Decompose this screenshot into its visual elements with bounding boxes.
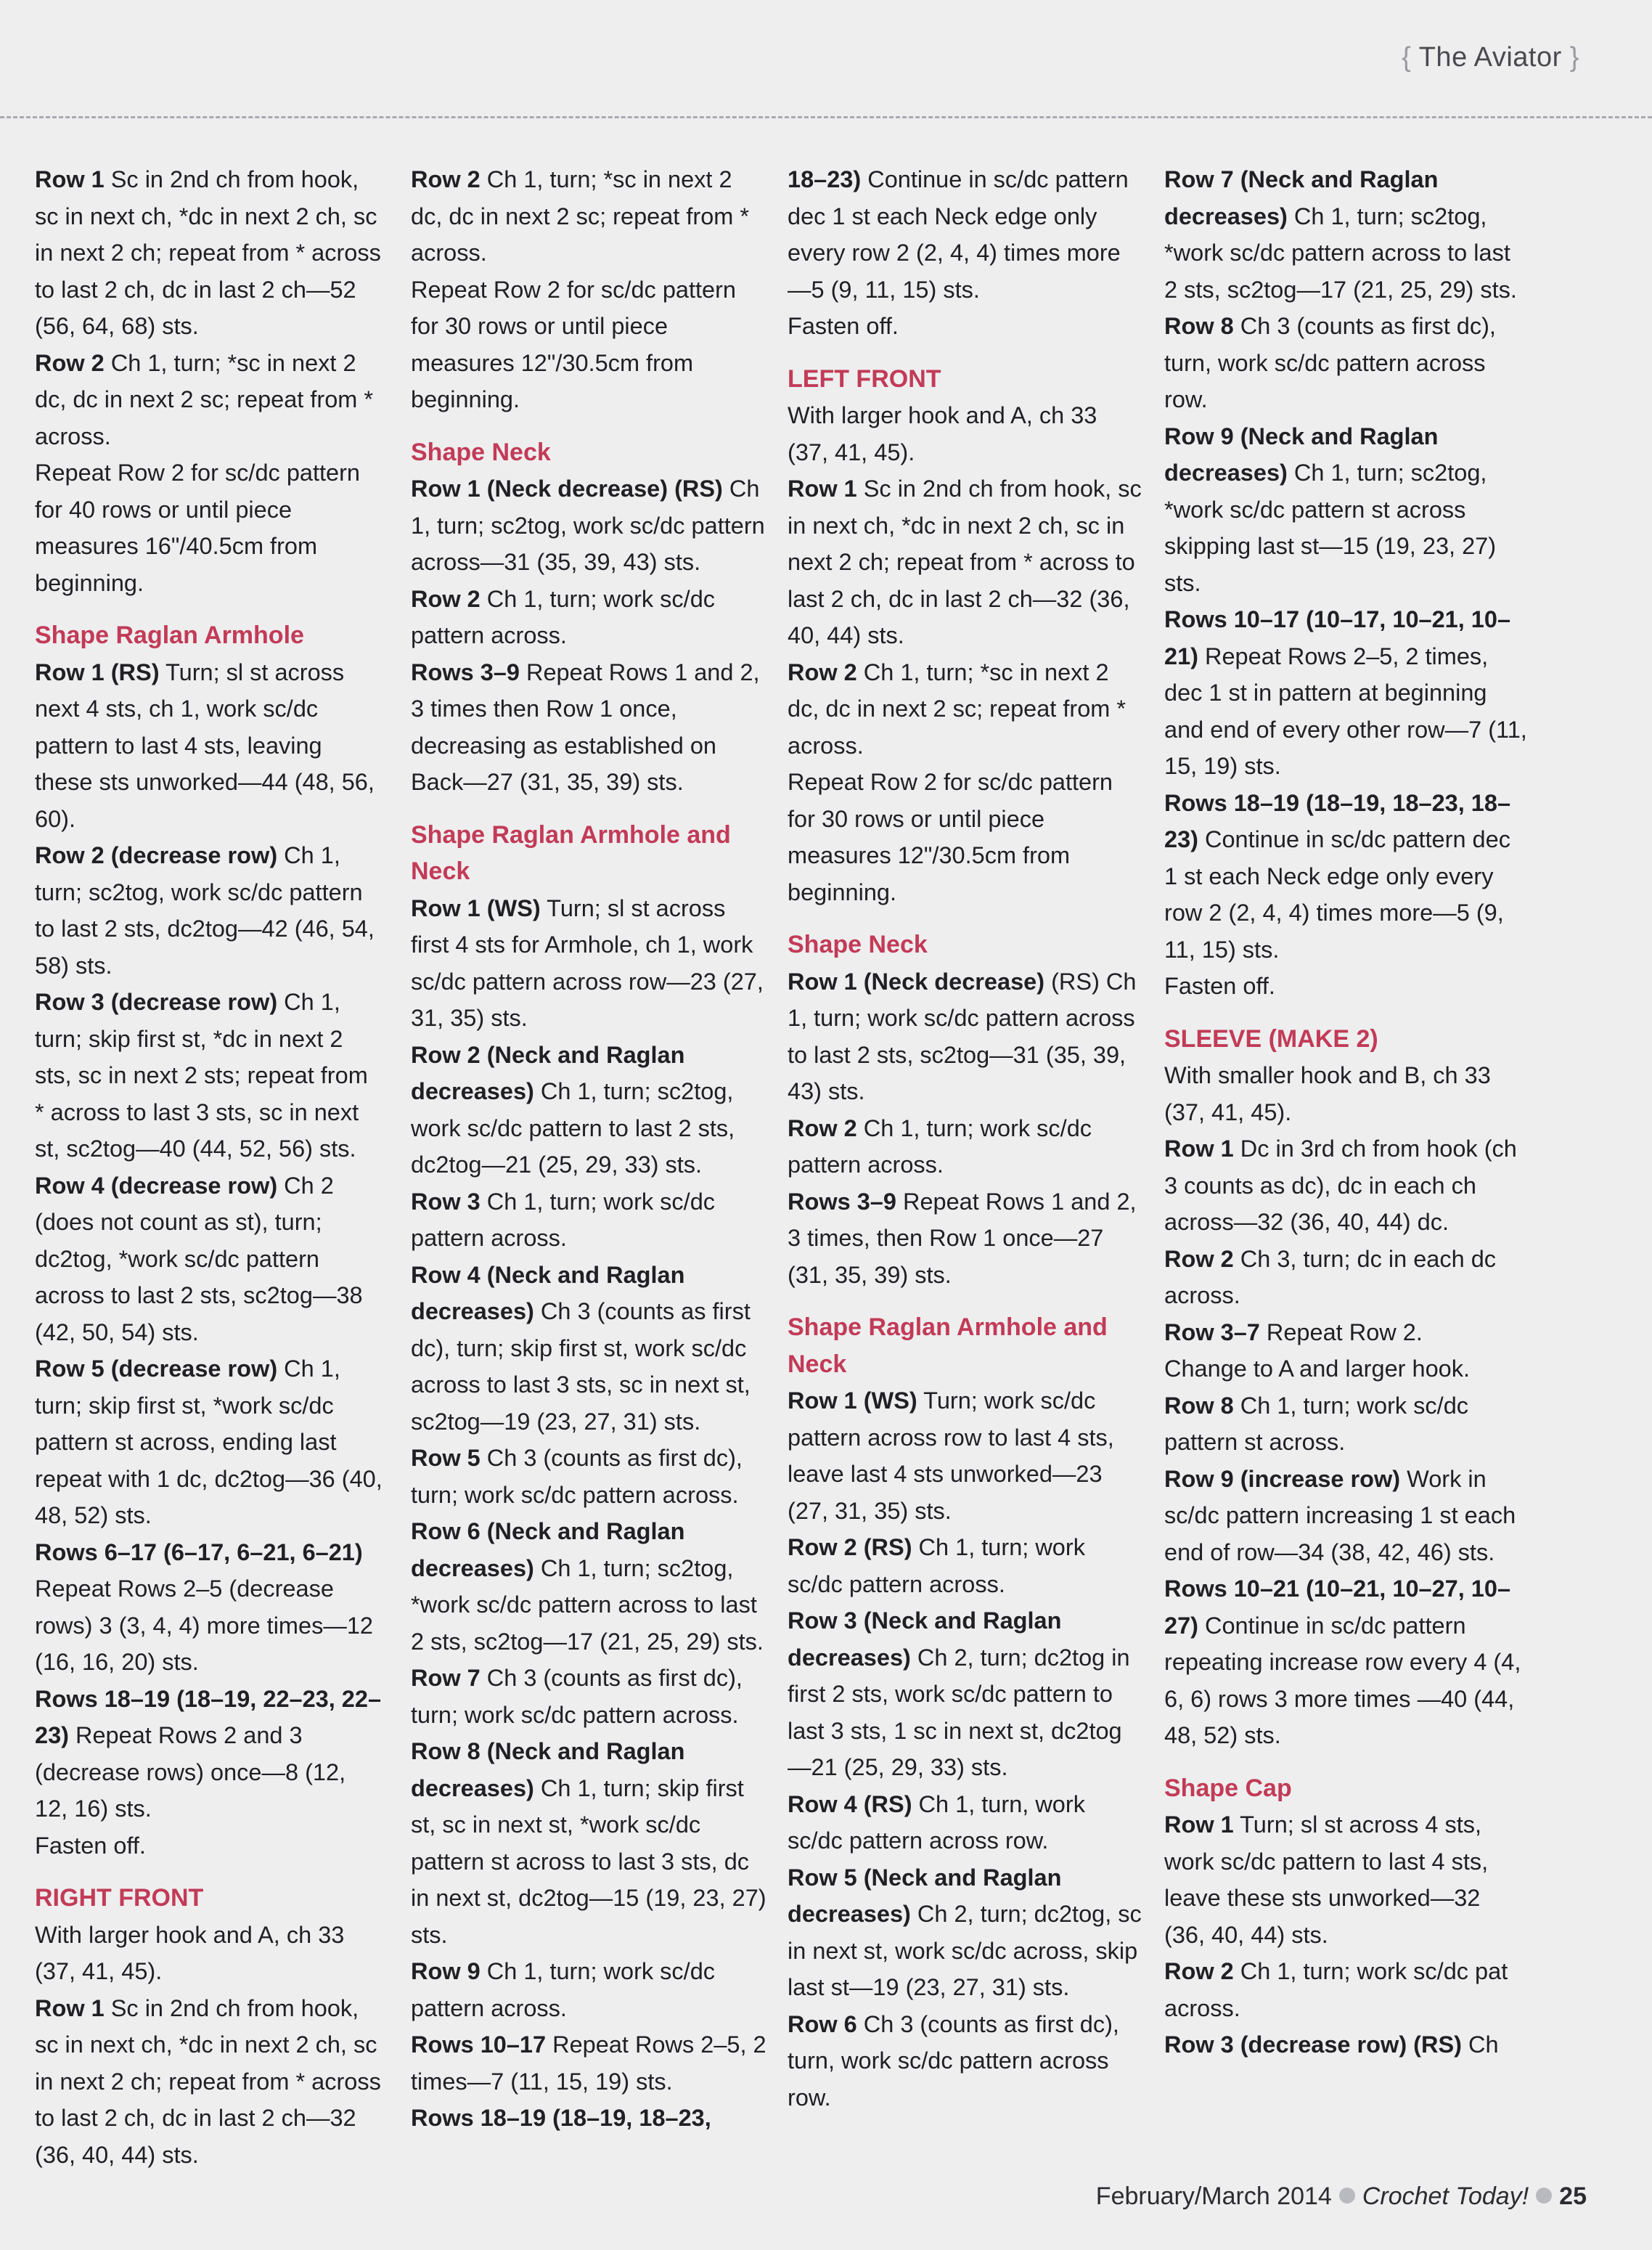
row-label: Row 1 (RS) (35, 659, 160, 685)
instruction-paragraph (411, 654, 766, 801)
instruction-text: Repeat Rows 1 and 2, 3 times then Row 1 once, decreasing as established on Back—27 (31, 35, 39) sts. (411, 659, 760, 795)
instruction-paragraph (35, 1990, 383, 2174)
row-label: Row 2 (788, 1114, 857, 1141)
row-label: Row 4 (Neck and Raglan decreases) (411, 1261, 685, 1324)
row-label: Row 2 (decrease row) (35, 842, 278, 868)
instruction-paragraph (35, 654, 383, 838)
instruction-text: Turn; sl st across 4 sts, work sc/dc pattern to last 4 sts, leave these sts unworked—32 (36, 40, 44) sts. (1164, 1811, 1489, 1948)
instruction-paragraph (1164, 1241, 1527, 1314)
row-label: Rows 3–9 (411, 659, 520, 685)
running-header: { The Aviator } (1402, 42, 1579, 73)
instruction-paragraph (35, 1167, 383, 1351)
instruction-paragraph (1164, 1130, 1527, 1241)
flower-icon (1339, 2188, 1355, 2204)
instruction-text: Ch 2 (does not count as st), turn; dc2tog, *work sc/dc pattern across to last 2 sts, sc2tog—38 (42, 50, 54) sts. (35, 1172, 363, 1345)
instruction-paragraph (1164, 1057, 1527, 1130)
row-label: Rows 6–17 (6–17, 6–21, 6–21) (35, 1538, 363, 1565)
instruction-paragraph (1164, 1461, 1527, 1571)
instruction-text: Ch 1, turn; skip first st, *dc in next 2 sts, sc in next 2 sts; repeat from * across to last 3 sts, sc in next st, sc2tog—40 (44, 52, 56) sts. (35, 989, 368, 1162)
column-3 (788, 161, 1143, 2116)
instruction-text: Repeat Row 2 for sc/dc pattern for 30 rows or until piece measures 12"/30.5cm from beginning. (411, 276, 737, 412)
instruction-text: With larger hook and A, ch 33 (37, 41, 45). (788, 402, 1097, 465)
instruction-paragraph (35, 837, 383, 984)
row-label: Row 7 (411, 1665, 481, 1691)
instruction-paragraph (411, 1733, 766, 1953)
row-label: Row 1 (1164, 1811, 1234, 1838)
instruction-text: Ch 1, turn; work sc/dc pattern across. (788, 1114, 1092, 1178)
instruction-text: Ch 3, turn; dc in each dc across. (1164, 1245, 1497, 1308)
instruction-text: Repeat Row 2 for sc/dc pattern for 30 rows or until piece measures 12"/30.5cm from beginning. (788, 769, 1113, 905)
header-title: The Aviator (1418, 42, 1562, 73)
instruction-paragraph (411, 2100, 766, 2137)
instruction-text: Ch 1, turn; work sc/dc pattern across. (788, 1534, 1085, 1597)
instruction-paragraph (35, 1827, 383, 1864)
instruction-text: Ch 1, turn; work sc/dc pattern across. (411, 585, 716, 648)
row-label: Rows 10–17 (10–17, 10–21, 10–21) (1164, 606, 1511, 669)
flower-icon (1536, 2188, 1552, 2204)
instruction-text: Ch 1, turn; sc2tog, work sc/dc pattern across—31 (35, 39, 43) sts. (411, 476, 765, 575)
instruction-paragraph (411, 1183, 766, 1257)
section-heading: Shape Raglan Armhole (35, 621, 304, 649)
instruction-paragraph (411, 1440, 766, 1513)
instruction-paragraph (1164, 161, 1527, 308)
row-label: Rows 10–21 (10–21, 10–27, 10–27) (1164, 1576, 1511, 1639)
instruction-text: Change to A and larger hook. (1164, 1356, 1471, 1382)
row-label: Row 1 (35, 166, 105, 192)
row-label: Row 5 (decrease row) (35, 1356, 278, 1382)
instruction-paragraph (1164, 968, 1527, 1005)
row-label: Row 2 (411, 585, 481, 612)
instruction-text: Ch 1, turn; sc2tog, work sc/dc pattern to last 2 sts, dc2tog—42 (46, 54, 58) sts. (35, 842, 375, 979)
instruction-paragraph (411, 1257, 766, 1440)
instruction-text: Ch 1, turn; skip first st, *work sc/dc pattern st across, ending last repeat with 1 dc, dc2tog—36 (40, 48, 52) sts. (35, 1356, 383, 1528)
instruction-text: Fasten off. (1164, 973, 1275, 999)
instruction-paragraph (411, 2026, 766, 2100)
instruction-paragraph (788, 1786, 1143, 1859)
instruction-text: Ch 1, turn; sc2tog, *work sc/dc pattern across to last 2 sts, sc2tog—17 (21, 25, 29) sts. (411, 1554, 764, 1655)
instruction-paragraph (411, 1513, 766, 1660)
instruction-paragraph (1164, 1314, 1527, 1351)
page-footer (1096, 2182, 1587, 2211)
instruction-paragraph (788, 1602, 1143, 1786)
section-heading: Shape Raglan Armhole and Neck (411, 820, 731, 885)
instruction-text: Fasten off. (788, 313, 899, 339)
row-label: Row 9 (Neck and Raglan decreases) (1164, 423, 1439, 486)
instruction-text: Ch 2, turn; dc2tog in first 2 sts, work sc/dc pattern to last 3 sts, 1 sc in next st, dc2tog—21 (25, 29, 33) sts. (788, 1644, 1130, 1780)
instruction-paragraph (35, 345, 383, 455)
instruction-paragraph (411, 1953, 766, 2026)
column-1 (35, 161, 383, 2173)
instruction-paragraph (411, 581, 766, 654)
row-label: Row 3 (Neck and Raglan decreases) (788, 1607, 1062, 1671)
row-label: Row 1 (WS) (411, 894, 541, 921)
row-label: Row 4 (RS) (788, 1790, 912, 1817)
row-label: Row 3 (decrease row) (35, 989, 278, 1015)
row-label: Row 8 (1164, 313, 1234, 339)
dashed-divider (0, 116, 1652, 118)
instruction-paragraph (788, 654, 1143, 765)
instruction-text: Ch (1461, 2031, 1499, 2058)
row-label: Row 8 (1164, 1392, 1234, 1419)
instruction-paragraph (1164, 1953, 1527, 2026)
instruction-paragraph (788, 2006, 1143, 2116)
section-heading: Shape Neck (411, 438, 551, 466)
instruction-paragraph (788, 1529, 1143, 1602)
instruction-paragraph (788, 308, 1143, 345)
instruction-paragraph (35, 1534, 383, 1681)
row-label: Row 6 (788, 2010, 857, 2037)
instruction-paragraph (35, 1917, 383, 1990)
instruction-text: Ch 3 (counts as first dc), turn, work sc/dc pattern across row. (1164, 313, 1496, 412)
instruction-paragraph (1164, 1806, 1527, 1953)
row-label: Row 1 (WS) (788, 1387, 917, 1414)
instruction-paragraph (788, 161, 1143, 308)
instruction-paragraph (35, 984, 383, 1167)
instruction-text: Sc in 2nd ch from hook, sc in next ch, *dc in next 2 ch, sc in next 2 ch; repeat from * across to last 2 ch, dc in last 2 ch—52 (56, 64, 68) sts. (35, 166, 381, 339)
row-label: Rows 10–17 (411, 2031, 547, 2058)
instruction-text: Continue in sc/dc pattern repeating increase row every 4 (4, 6, 6) rows 3 more times —40 (44, 48, 52) sts. (1164, 1612, 1521, 1748)
instruction-text: Repeat Row 2 for sc/dc pattern for 40 rows or until piece measures 16"/40.5cm from beginning. (35, 460, 361, 596)
instruction-paragraph (1164, 1350, 1527, 1387)
instruction-text: Sc in 2nd ch from hook, sc in next ch, *dc in next 2 ch, sc in next 2 ch; repeat from * across to last 2 ch, dc in last 2 ch—32 (36, 40, 44) sts. (35, 1994, 381, 2168)
instruction-paragraph (788, 1183, 1143, 1294)
row-label: Row 8 (Neck and Raglan decreases) (411, 1738, 685, 1801)
instruction-text: Sc in 2nd ch from hook, sc in next ch, *dc in next 2 ch, sc in next 2 ch; repeat from * across to last 2 ch, dc in last 2 ch—32 (36, 40, 44) sts. (788, 476, 1142, 648)
row-label: Row 6 (Neck and Raglan decreases) (411, 1518, 685, 1581)
instruction-paragraph (788, 397, 1143, 470)
instruction-text: With larger hook and A, ch 33 (37, 41, 45). (35, 1921, 345, 1984)
row-label: Row 2 (788, 659, 857, 685)
instruction-text: Dc in 3rd ch from hook (ch 3 counts as dc), dc in each ch across—32 (36, 40, 44) dc. (1164, 1136, 1517, 1235)
row-label: Row 2 (Neck and Raglan decreases) (411, 1041, 685, 1104)
instruction-text: Ch 1, turn; sc2tog, *work sc/dc pattern across to last 2 sts, sc2tog—17 (21, 25, 29) sts. (1164, 203, 1517, 303)
instruction-text: Turn; sl st across next 4 sts, ch 1, work sc/dc pattern to last 4 sts, leaving these sts unworked—44 (48, 56, 60). (35, 659, 375, 832)
instruction-text: Ch 3 (counts as first dc), turn; work sc/dc pattern across. (411, 1445, 743, 1508)
row-label: Rows 3–9 (788, 1188, 896, 1215)
instruction-text: Ch 1, turn; *sc in next 2 dc, dc in next 2 sc; repeat from * across. (788, 659, 1126, 759)
instruction-text: Ch 1, turn; *sc in next 2 dc, dc in next 2 sc; repeat from * across. (411, 166, 750, 266)
column-2 (411, 161, 766, 2137)
instruction-text: Repeat Rows 2–5, 2 times—7 (11, 15, 19) sts. (411, 2031, 766, 2095)
instruction-paragraph (411, 272, 766, 418)
footer-issue: February/March 2014 (1095, 2182, 1332, 2210)
instruction-text: Turn; sl st across first 4 sts for Armhole, ch 1, work sc/dc pattern across row—23 (27, 31, 35) sts. (411, 894, 764, 1031)
instruction-paragraph (411, 1037, 766, 1183)
row-label: Row 9 (411, 1958, 481, 1984)
instruction-paragraph (1164, 418, 1527, 602)
instruction-text: Ch 1, turn; work sc/dc pat across. (1164, 1958, 1508, 2021)
row-label: Row 1 (Neck decrease) (RS) (411, 476, 723, 502)
instruction-text: Ch 1, turn, work sc/dc pattern across row. (788, 1790, 1085, 1854)
instruction-text: Ch 1, turn; *sc in next 2 dc, dc in next 2 sc; repeat from * across. (35, 349, 374, 449)
instruction-paragraph (1164, 1570, 1527, 1754)
instruction-paragraph (411, 890, 766, 1037)
instruction-text: Ch 1, turn; sc2tog, *work sc/dc pattern st across skipping last st—15 (19, 23, 27) sts. (1164, 460, 1497, 596)
instruction-text: With smaller hook and B, ch 33 (37, 41, 45). (1164, 1062, 1491, 1125)
instruction-paragraph (788, 764, 1143, 910)
instruction-paragraph (788, 963, 1143, 1110)
instruction-paragraph (1164, 601, 1527, 785)
instruction-text: Ch 1, turn; work sc/dc pattern st across. (1164, 1392, 1469, 1455)
instruction-text: Ch 3 (counts as first dc), turn; work sc/dc pattern across. (411, 1665, 743, 1728)
row-label: Row 3–7 (1164, 1318, 1260, 1345)
row-label: 18–23) (788, 166, 862, 192)
row-label: Row 2 (1164, 1245, 1234, 1272)
page-number: 25 (1559, 2182, 1587, 2210)
section-heading: RIGHT FRONT (35, 1884, 204, 1912)
instruction-paragraph (1164, 1387, 1527, 1461)
section-heading: Shape Raglan Armhole and Neck (788, 1313, 1108, 1378)
row-label: Row 1 (1164, 1136, 1234, 1162)
row-label: Rows 18–19 (18–19, 18–23, 18–23) (1164, 789, 1511, 852)
instruction-paragraph (1164, 2026, 1527, 2063)
row-label: Row 4 (decrease row) (35, 1172, 278, 1199)
instruction-paragraph (788, 470, 1143, 654)
instruction-text: Ch 1, turn; sc2tog, work sc/dc pattern to last 2 sts, dc2tog—21 (25, 29, 33) sts. (411, 1078, 735, 1178)
row-label: Row 2 (1164, 1958, 1234, 1984)
footer-magazine: Crochet Today! (1362, 2182, 1529, 2210)
instruction-text: (RS) Ch 1, turn; work sc/dc pattern across to last 2 sts, sc2tog—31 (35, 39, 43) sts. (788, 968, 1137, 1104)
row-label: Row 1 (788, 476, 857, 502)
row-label: Row 1 (Neck decrease) (788, 968, 1045, 995)
instruction-paragraph (35, 455, 383, 601)
instruction-text: Continue in sc/dc pattern dec 1 st each Neck edge only every row 2 (2, 4, 4) times more—5 (9, 11, 15) sts. (788, 166, 1129, 303)
instruction-text: Repeat Rows 1 and 2, 3 times, then Row 1 once—27 (31, 35, 39) sts. (788, 1188, 1137, 1288)
instruction-paragraph (35, 1350, 383, 1534)
instruction-text: Ch 1, turn; skip first st, sc in next st, *work sc/dc pattern st across to last 3 sts, dc in next st, dc2tog—15 (19, 23, 27) sts. (411, 1774, 766, 1948)
section-heading: Shape Neck (788, 931, 928, 958)
section-heading: LEFT FRONT (788, 364, 941, 393)
instruction-text: Ch 1, turn; work sc/dc pattern across. (411, 1958, 716, 2021)
section-heading: SLEEVE (MAKE 2) (1164, 1024, 1378, 1053)
instruction-paragraph (1164, 785, 1527, 969)
instruction-paragraph (1164, 308, 1527, 418)
instruction-paragraph (35, 1681, 383, 1827)
instruction-paragraph (411, 470, 766, 581)
instruction-text: Repeat Rows 2–5, 2 times, dec 1 st in pattern at beginning and end of every other row—7 (11, 15, 19) sts. (1164, 643, 1527, 779)
row-label: Row 3 (411, 1188, 481, 1215)
row-label: Row 2 (35, 349, 105, 376)
row-label: Row 5 (411, 1445, 481, 1471)
row-label: Row 2 (RS) (788, 1534, 912, 1560)
row-label: Rows 18–19 (18–19, 22–23, 22–23) (35, 1685, 382, 1748)
row-label: Row 7 (Neck and Raglan decreases) (1164, 166, 1439, 229)
instruction-text: Repeat Row 2. (1259, 1318, 1423, 1345)
instruction-paragraph (788, 1382, 1143, 1529)
instruction-paragraph (35, 161, 383, 345)
section-heading: Shape Cap (1164, 1774, 1292, 1802)
instruction-text: Ch 3 (counts as first dc), turn, work sc/dc pattern across row. (788, 2010, 1119, 2111)
row-label: Row 2 (411, 166, 481, 192)
instruction-paragraph (411, 1660, 766, 1733)
row-label: Row 1 (35, 1994, 105, 2021)
instruction-paragraph (411, 161, 766, 272)
instruction-paragraph (788, 1859, 1143, 2006)
instruction-paragraph (788, 1110, 1143, 1183)
instruction-text: Repeat Rows 2 and 3 (decrease rows) once—8 (12, 12, 16) sts. (35, 1722, 346, 1822)
row-label: Row 3 (decrease row) (RS) (1164, 2031, 1462, 2058)
instruction-text: Fasten off. (35, 1832, 146, 1859)
instruction-text: Work in sc/dc pattern increasing 1 st each end of row—34 (38, 42, 46) sts. (1164, 1465, 1516, 1565)
instruction-text: Repeat Rows 2–5 (decrease rows) 3 (3, 4, 4) more times—12 (16, 16, 20) sts. (35, 1576, 373, 1675)
instruction-text: Ch 1, turn; work sc/dc pattern across. (411, 1188, 716, 1251)
instruction-text: Ch 3 (counts as first dc), turn; skip first st, work sc/dc across to last 3 sts, sc in next st, sc2tog—19 (23, 27, 31) sts. (411, 1298, 751, 1435)
column-4 (1164, 161, 1527, 2063)
instruction-text: Ch 2, turn; dc2tog, sc in next st, work sc/dc across, skip last st—19 (23, 27, 31) sts. (788, 1901, 1142, 2000)
instruction-text: Turn; work sc/dc pattern across row to last 4 sts, leave last 4 sts unworked—23 (27, 31, 35) sts. (788, 1387, 1114, 1524)
instruction-text: Continue in sc/dc pattern dec 1 st each Neck edge only every row 2 (2, 4, 4) times more—5 (9, 11, 15) sts. (1164, 826, 1510, 963)
row-label: Rows 18–19 (18–19, 18–23, (411, 2105, 711, 2131)
row-label: Row 9 (increase row) (1164, 1465, 1401, 1492)
row-label: Row 5 (Neck and Raglan decreases) (788, 1864, 1062, 1927)
